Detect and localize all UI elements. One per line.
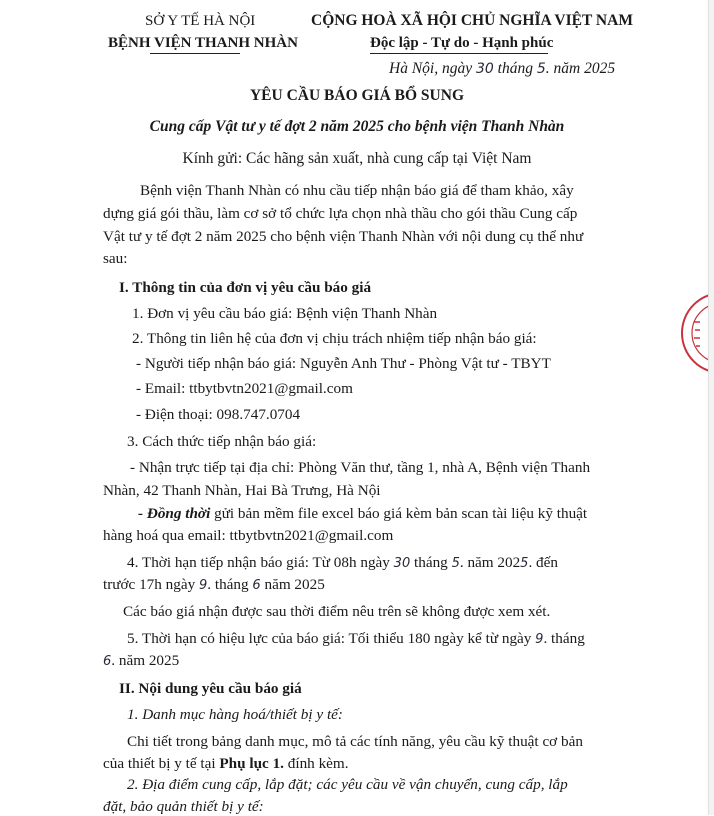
- direct-receipt-line-1: - Nhận trực tiếp tại địa chỉ: Phòng Văn thư, tầng 1, nhà A, Bệnh viện Thanh: [130, 459, 591, 476]
- simultaneous-line-1: - Đồng thời gửi bản mềm file excel báo giá kèm bản scan tài liệu kỹ thuật: [138, 505, 588, 522]
- date-day: 30: [475, 61, 494, 77]
- section-2-sub-2-line-2: đặt, bảo quản thiết bị y tế:: [103, 798, 264, 815]
- republic-name: CỘNG HOÀ XÃ HỘI CHỦ NGHĨA VIỆT NAM: [311, 12, 633, 29]
- section-2-sub-2-line-1: 2. Địa điểm cung cấp, lắp đặt; các yêu cầu về vận chuyển, cung cấp, lắp: [127, 776, 568, 793]
- document-title: YÊU CẦU BÁO GIÁ BỔ SUNG: [249, 87, 464, 104]
- intro-line-3: Vật tư y tế đợt 2 năm 2025 cho bệnh viện Thanh Nhàn với nội dung cụ thể như: [103, 228, 584, 245]
- hospital-name: BỆNH VIỆN THANH NHÀN: [108, 35, 298, 51]
- date-line: Hà Nội, ngày 30 tháng 5. năm 2025: [389, 60, 616, 77]
- section-2-sub-1: 1. Danh mục hàng hoá/thiết bị y tế:: [127, 706, 343, 723]
- section-1-item-5: 5. Thời hạn có hiệu lực của báo giá: Tối thiểu 180 ngày kể từ ngày 9. tháng: [127, 630, 585, 647]
- section-1-item-4: 4. Thời hạn tiếp nhận báo giá: Từ 08h ngày 30 tháng 5. năm 2025. đến: [127, 554, 558, 571]
- section-1-item-5-line-2: 6. năm 2025: [103, 652, 180, 669]
- intro-line-2: dựng giá gói thầu, làm cơ sở tổ chức lựa chọn nhà thầu cho gói thầu Cung cấp: [103, 205, 578, 222]
- contact-email: - Email: ttbytbvtn2021@gmail.com: [136, 380, 353, 397]
- section-1-item-1: 1. Đơn vị yêu cầu báo giá: Bệnh viện Thanh Nhàn: [132, 305, 438, 322]
- motto-underline: [370, 53, 548, 54]
- detail-line-1: Chi tiết trong bảng danh mục, mô tả các tính năng, yêu cầu kỹ thuật cơ bản: [127, 733, 583, 750]
- intro-line-1: Bệnh viện Thanh Nhàn có nhu cầu tiếp nhận báo giá để tham khảo, xây: [140, 182, 574, 199]
- section-2-heading: II. Nội dung yêu cầu báo giá: [119, 680, 302, 697]
- section-1-item-3: 3. Cách thức tiếp nhận báo giá:: [127, 433, 317, 450]
- direct-receipt-line-2: Nhàn, 42 Thanh Nhàn, Hai Bà Trưng, Hà Nội: [103, 482, 381, 499]
- recipient-line: Kính gửi: Các hãng sản xuất, nhà cung cấp tại Việt Nam: [182, 150, 532, 167]
- contact-phone: - Điện thoại: 098.747.0704: [136, 406, 301, 423]
- national-motto: Độc lập - Tự do - Hạnh phúc: [370, 35, 554, 51]
- section-1-item-4-line-2: trước 17h ngày 9. tháng 6 năm 2025: [103, 576, 325, 593]
- section-1-heading: I. Thông tin của đơn vị yêu cầu báo giá: [119, 279, 372, 296]
- simultaneous-line-2: hàng hoá qua email: ttbytbvtn2021@gmail.com: [103, 527, 394, 544]
- ministry-name: SỞ Y TẾ HÀ NỘI: [145, 13, 256, 29]
- intro-line-4: sau:: [103, 250, 128, 267]
- date-month: 5: [536, 61, 546, 77]
- contact-person: - Người tiếp nhận báo giá: Nguyễn Anh Thư - Phòng Vật tư - TBYT: [136, 355, 551, 372]
- hospital-underline: [150, 53, 240, 54]
- page-edge: [708, 0, 714, 815]
- detail-line-2: của thiết bị y tế tại Phụ lục 1. đính kèm.: [103, 755, 349, 772]
- section-1-item-2: 2. Thông tin liên hệ của đơn vị chịu trách nhiệm tiếp nhận báo giá:: [132, 330, 537, 347]
- document-subtitle: Cung cấp Vật tư y tế đợt 2 năm 2025 cho bệnh viện Thanh Nhàn: [149, 118, 565, 135]
- late-submission-note: Các báo giá nhận được sau thời điểm nêu trên sẽ không được xem xét.: [123, 603, 551, 620]
